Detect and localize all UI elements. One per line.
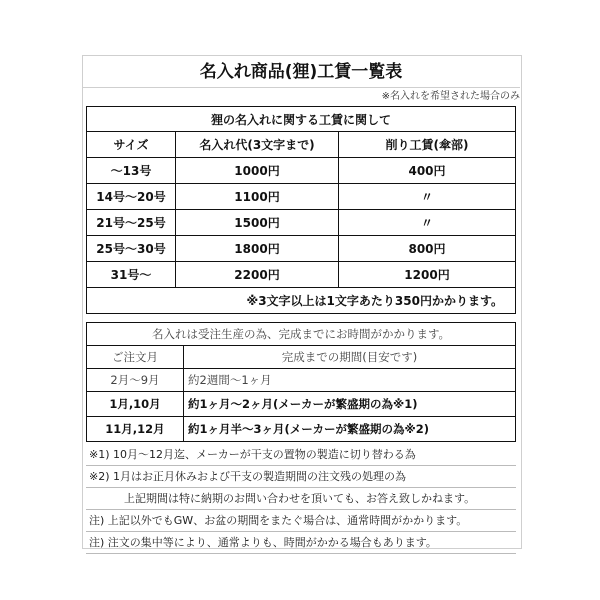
size-cell: 25号～30号	[87, 236, 176, 262]
size-cell: 31号～	[87, 262, 176, 288]
name-fee-cell: 1100円	[176, 184, 339, 210]
notes-list	[86, 444, 516, 554]
size-cell: ～13号	[87, 158, 176, 184]
table-row	[87, 236, 516, 262]
period-cell: 約1ヶ月半～3ヶ月(メーカーが繁盛期の為※2)	[184, 417, 516, 442]
header-size: サイズ	[87, 132, 176, 158]
header-name-fee: 名入れ代(3文字まで)	[176, 132, 339, 158]
size-cell: 14号～20号	[87, 184, 176, 210]
table-row	[87, 158, 516, 184]
carving-fee-cell: 〃	[339, 210, 516, 236]
lead-time-caption: 名入れは受注生産の為、完成までにお時間がかかります。	[87, 323, 516, 346]
carving-fee-cell: 〃	[339, 184, 516, 210]
table-row	[87, 184, 516, 210]
name-fee-cell: 2200円	[176, 262, 339, 288]
price-table	[86, 106, 516, 314]
order-month-cell: 11月,12月	[87, 417, 184, 442]
carving-fee-cell: 1200円	[339, 262, 516, 288]
note-line: ※2) 1月はお正月休みおよび干支の製造期間の注文残の処理の為	[86, 466, 516, 488]
header-period: 完成までの期間(目安です)	[184, 346, 516, 369]
name-fee-cell: 1500円	[176, 210, 339, 236]
table-row	[87, 369, 516, 392]
header-order-month: ご注文月	[87, 346, 184, 369]
note-line: 上記期間は特に納期のお問い合わせを頂いても、お答え致しかねます。	[86, 488, 516, 510]
order-month-cell: 2月～9月	[87, 369, 184, 392]
table-row	[87, 210, 516, 236]
period-cell: 約2週間～1ヶ月	[184, 369, 516, 392]
note-line: ※1) 10月～12月迄、メーカーが干支の置物の製造に切り替わる為	[86, 444, 516, 466]
name-fee-cell: 1000円	[176, 158, 339, 184]
price-table-footer: ※3文字以上は1文字あたり350円かかります。	[87, 288, 516, 314]
table-row	[87, 262, 516, 288]
table-row	[87, 417, 516, 442]
top-note: ※名入れを希望された場合のみ	[381, 91, 520, 102]
carving-fee-cell: 400円	[339, 158, 516, 184]
table-row	[87, 392, 516, 417]
name-fee-cell: 1800円	[176, 236, 339, 262]
period-cell: 約1ヶ月～2ヶ月(メーカーが繁盛期の為※1)	[184, 392, 516, 417]
lead-time-table	[86, 322, 516, 442]
header-carving-fee: 削り工賃(傘部)	[339, 132, 516, 158]
price-table-caption: 狸の名入れに関する工賃に関して	[87, 107, 516, 132]
size-cell: 21号～25号	[87, 210, 176, 236]
note-line: 注) 上記以外でもGW、お盆の期間をまたぐ場合は、通常時間がかかります。	[86, 510, 516, 532]
order-month-cell: 1月,10月	[87, 392, 184, 417]
page-title: 名入れ商品(狸)工賃一覧表	[82, 57, 520, 88]
carving-fee-cell: 800円	[339, 236, 516, 262]
note-line: 注) 注文の集中等により、通常よりも、時間がかかる場合もあります。	[86, 532, 516, 554]
